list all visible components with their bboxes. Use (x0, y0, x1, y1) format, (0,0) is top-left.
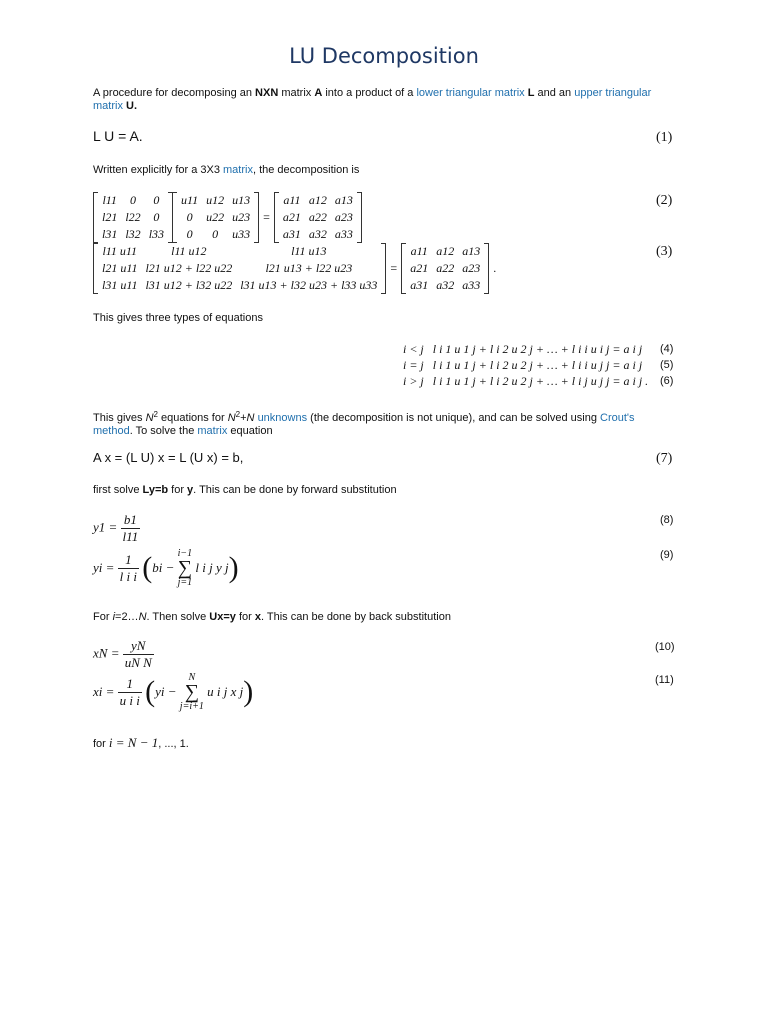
left-paren: ( (145, 675, 156, 708)
matrix-cell: l11 u12 (171, 244, 207, 258)
expression: l i 1 u 1 j + l i 2 u 2 j + … + l i i u j j = a i j (432, 358, 643, 372)
matrix-cell: a22 (308, 210, 327, 224)
matrix-cell: l22 (125, 210, 141, 224)
text: =2… (115, 611, 139, 623)
matrix-cell: a11 (283, 193, 301, 207)
u-matrix (173, 192, 259, 243)
n-var: N (145, 412, 154, 424)
matrix-cell: l31 u11 (102, 278, 138, 292)
matrix-cell: u11 (181, 193, 199, 207)
matrix-cell: 0 (153, 210, 160, 224)
var: i (112, 611, 116, 623)
matrix-cell: a31 (410, 278, 429, 292)
text: . To solve the (129, 425, 198, 437)
l-matrix (94, 192, 173, 243)
matrix-cell: u13 (232, 193, 251, 207)
u-bold: U. (126, 100, 138, 112)
lhs: xi = (93, 684, 115, 699)
matrix-cell: l32 (125, 227, 141, 241)
equation-number: (5) (660, 359, 674, 371)
matrix-cell: a22 (436, 261, 455, 275)
numerator: yN (123, 638, 154, 655)
a-matrix (402, 243, 489, 294)
unknowns-link[interactable]: unknowns (257, 412, 308, 424)
back-paragraph (93, 611, 653, 624)
matrix-cell: 0 (153, 193, 160, 207)
matrix-cell: a33 (334, 227, 353, 241)
crouts-method-link[interactable]: Crout's method (93, 412, 635, 437)
matrix-cell: l21 (102, 210, 118, 224)
equation-number: (2) (656, 193, 673, 208)
matrix-cell: 0 (186, 227, 193, 241)
matrix-cell: l11 u13 (291, 244, 327, 258)
lower-triangular-link[interactable]: lower triangular matrix (416, 87, 525, 99)
right-paren: ) (243, 675, 254, 708)
gives-paragraph (93, 408, 673, 438)
n-var: N (246, 412, 255, 424)
matrix-link[interactable]: matrix (223, 164, 253, 176)
matrix-cell: l31 (102, 227, 118, 241)
sigma-icon: ∑ (177, 557, 193, 579)
equation-number: (9) (660, 549, 674, 561)
numerator: b1 (121, 512, 141, 529)
bold-eq: Ux=y (209, 611, 236, 623)
intro-text: and an (534, 87, 575, 99)
equation-11 (93, 672, 253, 712)
matrix-cell: l31 u13 + l32 u23 + l33 u33 (240, 278, 378, 292)
matrix-cell: 0 (130, 193, 137, 207)
final-expression: i = N − 1 (108, 735, 159, 750)
l-bold: L (527, 87, 535, 99)
equation-6 (403, 373, 648, 389)
matrix-cell: u22 (206, 210, 225, 224)
a-matrix (274, 192, 361, 243)
matrix-cell: 0 (186, 210, 193, 224)
matrix-cell: a21 (410, 261, 429, 275)
matrix-cell: a32 (436, 278, 455, 292)
matrix-cell: a31 (282, 227, 301, 241)
nxn-bold: NXN (255, 87, 279, 99)
final-line (93, 736, 653, 751)
denominator: uN N (124, 655, 152, 670)
text: equations for (157, 412, 228, 424)
matrix-cell: l33 (148, 227, 165, 241)
equation-4 (403, 341, 648, 357)
matrix-cell: u23 (232, 210, 251, 224)
text: (the decomposition is not unique), and can be solved using (307, 412, 601, 424)
superscript: 2 (235, 410, 241, 419)
numerator: 1 (118, 676, 142, 693)
forward-paragraph (93, 484, 653, 497)
term: u i j x j (207, 684, 244, 699)
matrix-cell: l11 (102, 193, 117, 207)
equation-7: A x = (L U) x = L (U x) = b, (93, 450, 244, 465)
text: . Then solve (146, 611, 210, 623)
text: For (93, 611, 113, 623)
explicit-text: , the decomposition is (252, 164, 360, 176)
matrix-cell: u33 (232, 227, 251, 241)
term: yi − (155, 684, 177, 699)
matrix-cell: a33 (462, 278, 481, 292)
text: , ..., 1. (158, 738, 189, 750)
text: equation (227, 425, 273, 437)
matrix-link[interactable]: matrix (197, 425, 228, 437)
matrix-cell: u12 (206, 193, 225, 207)
bold-var: x (254, 611, 261, 623)
matrix-cell: a23 (462, 261, 481, 275)
n-var: N (227, 412, 236, 424)
condition: i < j (403, 342, 424, 356)
superscript: 2 (153, 410, 158, 419)
sum-upper: N (188, 672, 196, 683)
three-types-text: This gives three types of equations (93, 312, 263, 324)
equation-5 (403, 357, 648, 373)
equation-10 (93, 638, 154, 671)
text: first solve (93, 484, 143, 496)
fraction (123, 638, 154, 671)
intro-text: A procedure for decomposing an (93, 87, 256, 99)
text: . This can be done by back substitution (260, 611, 451, 623)
equation-number: (10) (655, 641, 675, 653)
period: . (493, 261, 497, 275)
matrix-cell: a21 (282, 210, 301, 224)
matrix-cell: a12 (308, 193, 327, 207)
equation-1: L U = A. (93, 128, 143, 144)
intro-text: into a product of a (322, 87, 417, 99)
matrix-cell: a23 (334, 210, 353, 224)
matrix-cell: l31 u12 + l32 u22 (145, 278, 233, 292)
summation (180, 672, 204, 712)
text: for (93, 738, 109, 750)
equals-sign: = (390, 261, 398, 275)
explicit-text: Written explicitly for a 3X3 (93, 164, 224, 176)
fraction (118, 552, 139, 585)
matrix-cell: l21 u12 + l22 u22 (145, 261, 233, 275)
summation (178, 548, 193, 588)
equation-number: (3) (656, 244, 673, 259)
text: This gives (93, 412, 146, 424)
sum-lower: j=1 (177, 577, 193, 588)
var: N (138, 611, 147, 623)
equals-sign: = (263, 210, 270, 224)
sum-upper: i−1 (177, 548, 193, 559)
right-paren: ) (228, 551, 239, 584)
equations-4-6 (403, 341, 648, 389)
explicit-paragraph (93, 164, 653, 177)
equation-2 (93, 192, 362, 243)
matrix-cell: a13 (462, 244, 481, 258)
denominator: u i i (119, 692, 140, 708)
expression: l i 1 u 1 j + l i 2 u 2 j + … + l i i u i j = a i j (432, 342, 643, 356)
matrix-cell: a13 (334, 193, 353, 207)
sigma-icon: ∑ (184, 681, 199, 703)
equation-number: (11) (655, 674, 674, 686)
matrix-cell: l21 u13 + l22 u23 (265, 261, 353, 275)
a-bold: A (314, 87, 323, 99)
equation-number: (6) (660, 375, 674, 387)
text: + (240, 412, 247, 424)
denominator: l i i (119, 568, 137, 584)
term: bi − (152, 560, 175, 575)
matrix-cell: a12 (436, 244, 455, 258)
matrix-cell: l21 u11 (102, 261, 138, 275)
lhs: y1 = (93, 519, 118, 535)
condition: i > j (403, 374, 424, 388)
bold-var: y (187, 484, 194, 496)
left-paren: ( (142, 551, 153, 584)
matrix-cell: l11 u11 (102, 244, 137, 258)
text: for (235, 611, 255, 623)
matrix-cell: 0 (212, 227, 219, 241)
equation-number: (8) (660, 514, 674, 526)
equation-number: (7) (656, 451, 673, 466)
equation-number: (4) (660, 343, 674, 355)
upper-triangular-link[interactable]: upper triangular matrix (93, 87, 652, 112)
page-title: LU Decomposition (289, 44, 479, 68)
equation-3 (93, 243, 500, 294)
fraction (121, 512, 141, 545)
equation-number: (1) (656, 130, 673, 145)
bold-eq: Ly=b (142, 484, 169, 496)
numerator: 1 (118, 552, 139, 569)
term: l i j y j (195, 560, 229, 575)
fraction (118, 676, 142, 709)
matrix-cell: a32 (308, 227, 327, 241)
intro-text: matrix (278, 87, 315, 99)
lhs: yi = (93, 560, 115, 575)
equation-8 (93, 512, 140, 545)
denominator: l11 (122, 529, 139, 544)
condition: i = j (403, 358, 424, 372)
sum-lower: j=i+1 (179, 701, 204, 712)
text: for (168, 484, 188, 496)
matrix-cell: a11 (410, 244, 428, 258)
lu-product-matrix (94, 243, 386, 294)
equation-9 (93, 548, 239, 588)
lhs: xN = (93, 645, 120, 661)
intro-paragraph (93, 87, 653, 113)
expression: l i 1 u 1 j + l i 2 u 2 j + … + l i j u j j = a i j . (432, 374, 649, 388)
text: . This can be done by forward substitution (193, 484, 397, 496)
